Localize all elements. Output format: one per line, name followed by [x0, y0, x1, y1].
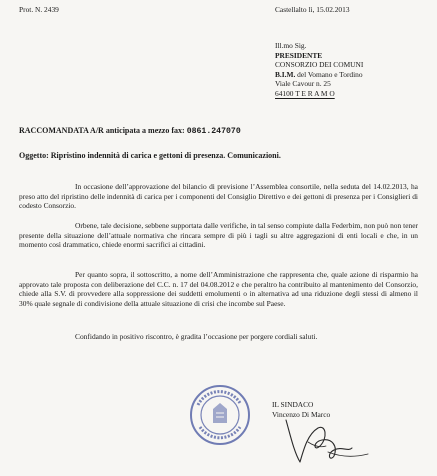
paragraph-4-text: Confidando in positivo riscontro, è gradita l’occasione per porgere cordiali saluti.: [75, 332, 318, 341]
municipal-stamp-icon: [188, 383, 252, 447]
signature-title: IL SINDACO: [272, 400, 314, 409]
subject-line: Oggetto: Ripristino indennità di carica e gettoni di presenza. Comunicazioni.: [19, 151, 281, 160]
paragraph-1-text: In occasione dell’approvazione del bilancio di previsione l’Assemblea consortile, nella seduta del 14.02.2013, ha preso atto del ripristino delle indennità di carica per i componenti del Consiglio Direttivo e dei gettoni di presenza per i Consiglieri di codesto Consorzio.: [19, 182, 418, 211]
recipient-street: Viale Cavour n. 25: [275, 79, 331, 89]
paragraph-1: [19, 182, 418, 211]
recipient-bim: [275, 70, 363, 80]
recipient-title: PRESIDENTE: [275, 50, 323, 60]
paragraph-3: [19, 270, 418, 309]
handwritten-signature-icon: [268, 412, 378, 472]
paragraph-4: [19, 332, 418, 342]
fax-number: 0861.247070: [186, 127, 241, 136]
protocol-number: Prot. N. 2439: [19, 5, 59, 14]
place-date: Castellalto lì, 15.02.2013: [275, 5, 350, 14]
recipient-block: [275, 41, 363, 99]
recipient-city: 64100 T E R A M O: [275, 88, 335, 98]
paragraph-2: [19, 221, 418, 250]
recipient-org: CONSORZIO DEI COMUNI: [275, 60, 364, 70]
recipient-bim-prefix: B.I.M.: [275, 69, 296, 79]
signature-name: Vincenzo Di Marco: [272, 410, 331, 419]
recipient-salutation: Ill.mo Sig.: [275, 41, 307, 50]
paragraph-3-text: Per quanto sopra, il sottoscritto, a nome dell’Amministrazione che rappresenta che, quale azione di risparmio ha approvato tale proposta con deliberazione del C.C. n. 17 del 04.08.2012 e che peraltro ha contribuito al mantenimento del Consorzio, chiede alla S.V. di provvedere alla soppressione dei suddetti emolumenti o in alternativa ad una riduzione degli stessi di almeno il 30% quale segnale di condivisione della attuale situazione di crisi che incombe sul Paese.: [19, 270, 418, 309]
paragraph-2-text: Orbene, tale decisione, sebbene supportata dalle verifiche, in tal senso compiute dalla Federbim, non può non tener presente della situazione dell’attuale normativa che rincara sempre di più i tagli su altre aggregazioni di enti locali e che, in un momento così drammatico, chiede enormi sacrifici ai cittadini.: [19, 221, 418, 250]
recipient-bim-rest: del Vomano e Tordino: [295, 69, 363, 79]
raccomandata-label: RACCOMANDATA A/R anticipata a mezzo fax:: [19, 126, 187, 135]
raccomandata-line: [19, 126, 241, 137]
